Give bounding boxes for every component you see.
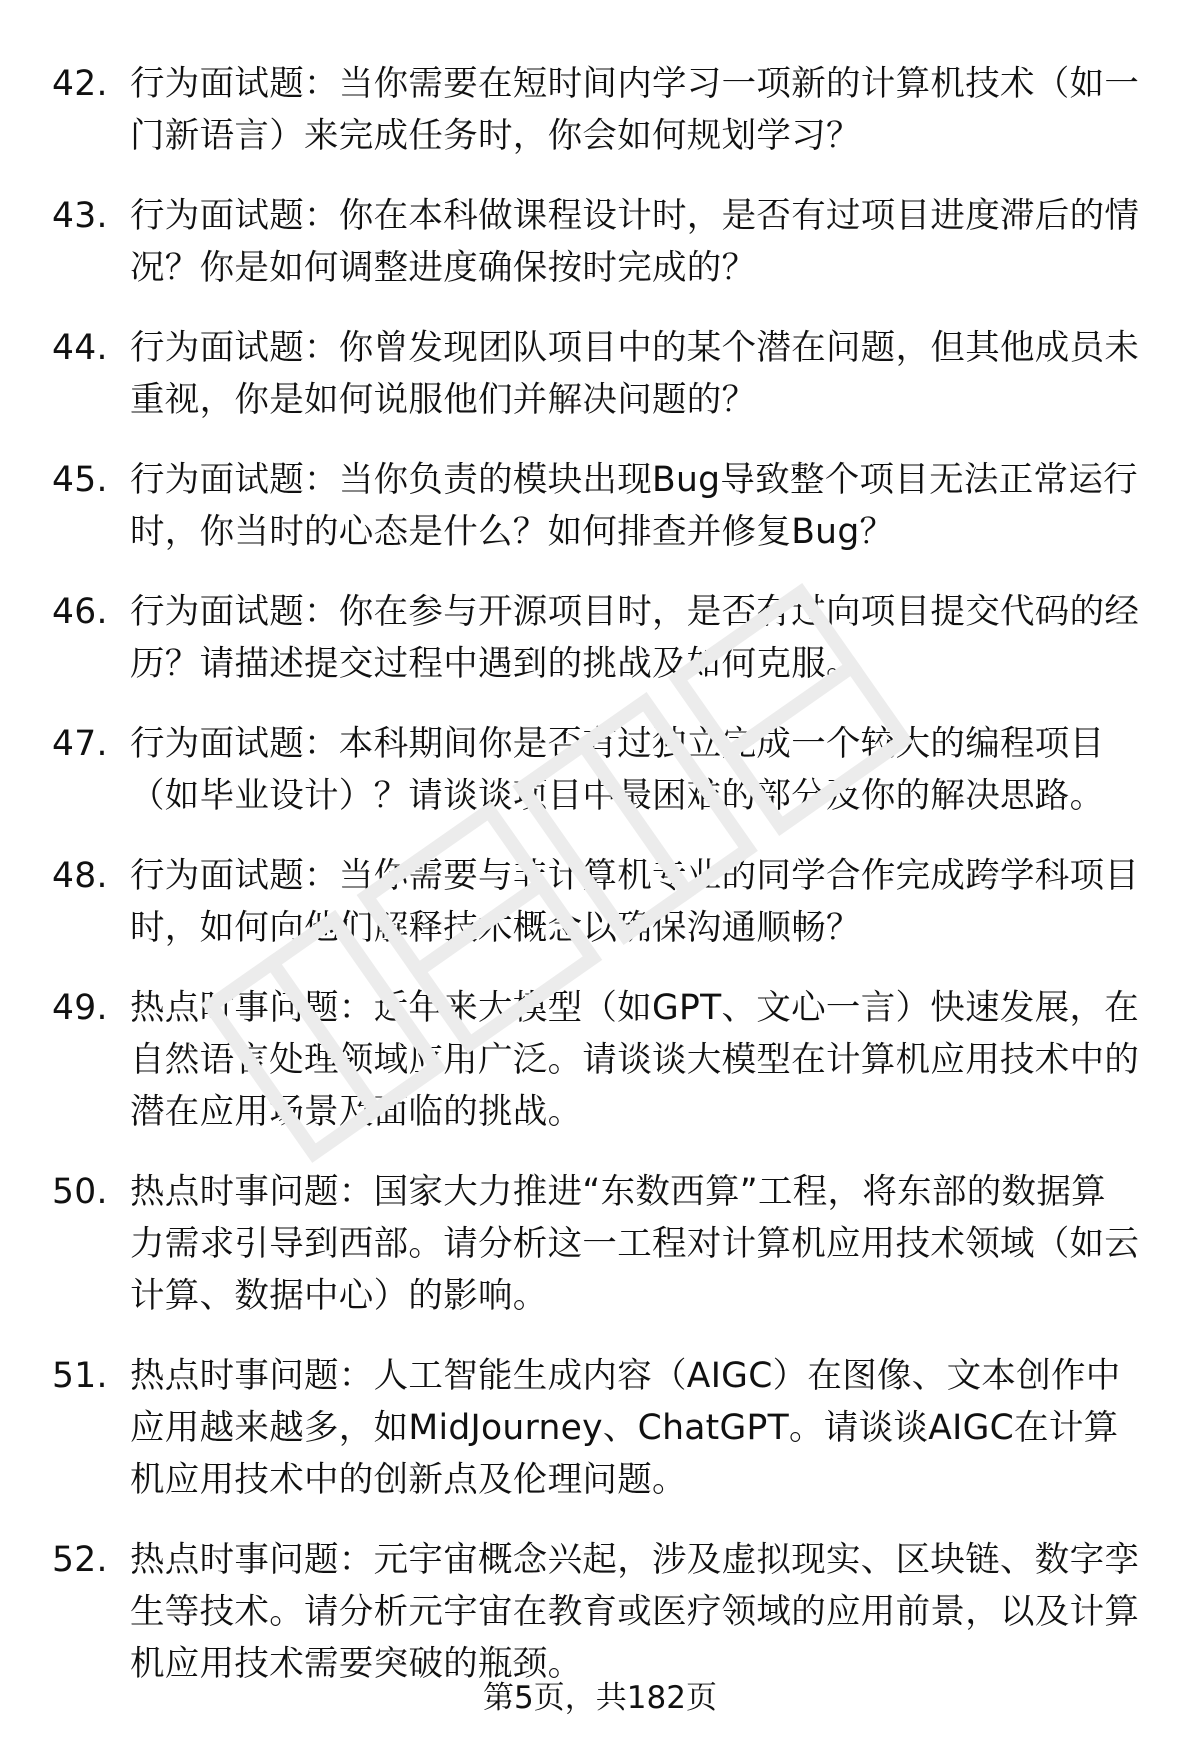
- question-text: 行为面试题：当你需要与非计算机专业的同学合作完成跨学科项目时，如何向他们解释技术概念以确保沟通顺畅？: [130, 856, 1140, 948]
- question-item: [52, 718, 1140, 822]
- question-number: 43.: [52, 196, 108, 236]
- question-item: [52, 322, 1140, 426]
- question-item: [52, 454, 1140, 558]
- question-item: [52, 850, 1140, 954]
- question-text: 热点时事问题：国家大力推进“东数西算”工程，将东部的数据算力需求引导到西部。请分析这一工程对计算机应用技术领域（如云计算、数据中心）的影响。: [130, 1172, 1140, 1316]
- question-item: [52, 190, 1140, 294]
- question-number: 49.: [52, 988, 108, 1028]
- question-number: 44.: [52, 328, 108, 368]
- question-text: 热点时事问题：人工智能生成内容（AIGC）在图像、文本创作中应用越来越多，如MidJourney、ChatGPT。请谈谈AIGC在计算机应用技术中的创新点及伦理问题。: [130, 1356, 1121, 1500]
- question-text: 行为面试题：当你负责的模块出现Bug导致整个项目无法正常运行时，你当时的心态是什么？如何排查并修复Bug？: [130, 460, 1138, 552]
- question-text: 行为面试题：本科期间你是否有过独立完成一个较大的编程项目（如毕业设计）？请谈谈项目中最困难的部分及你的解决思路。: [130, 724, 1105, 816]
- question-text: 行为面试题：当你需要在短时间内学习一项新的计算机技术（如一门新语言）来完成任务时，你会如何规划学习？: [130, 64, 1140, 156]
- question-item: [52, 58, 1140, 162]
- page-number-label: 第5页，共182页: [483, 1680, 717, 1716]
- question-item: [52, 586, 1140, 690]
- question-list: [52, 58, 1140, 1690]
- page-footer: [0, 1676, 1200, 1720]
- question-number: 52.: [52, 1540, 108, 1580]
- question-number: 51.: [52, 1356, 108, 1396]
- question-item: [52, 1166, 1140, 1322]
- question-number: 46.: [52, 592, 108, 632]
- question-item: [52, 1350, 1140, 1506]
- question-number: 45.: [52, 460, 108, 500]
- question-item: [52, 1534, 1140, 1690]
- question-number: 50.: [52, 1172, 108, 1212]
- question-text: 行为面试题：你在参与开源项目时，是否有过向项目提交代码的经历？请描述提交过程中遇到的挑战及如何克服。: [130, 592, 1140, 684]
- question-text: 行为面试题：你在本科做课程设计时，是否有过项目进度滞后的情况？你是如何调整进度确保按时完成的？: [130, 196, 1140, 288]
- question-item: [52, 982, 1140, 1138]
- question-number: 47.: [52, 724, 108, 764]
- question-text: 热点时事问题：近年来大模型（如GPT、文心一言）快速发展，在自然语言处理领域应用广泛。请谈谈大模型在计算机应用技术中的潜在应用场景及面临的挑战。: [130, 988, 1140, 1132]
- question-number: 42.: [52, 64, 108, 104]
- question-text: 热点时事问题：元宇宙概念兴起，涉及虚拟现实、区块链、数字孪生等技术。请分析元宇宙在教育或医疗领域的应用前景，以及计算机应用技术需要突破的瓶颈。: [130, 1540, 1140, 1684]
- question-text: 行为面试题：你曾发现团队项目中的某个潜在问题，但其他成员未重视，你是如何说服他们并解决问题的？: [130, 328, 1140, 420]
- question-number: 48.: [52, 856, 108, 896]
